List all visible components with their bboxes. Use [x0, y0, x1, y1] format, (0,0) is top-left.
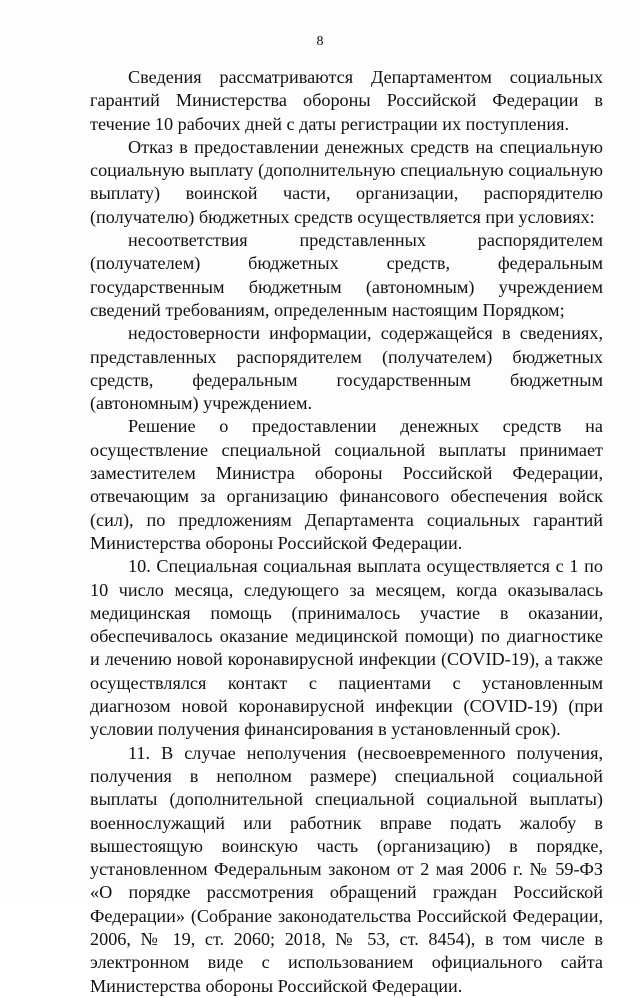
paragraph-item-10-payment-timing: 10. Специальная социальная выплата осуществляется с 1 по 10 число месяца, следующего за месяцем, когда оказывалась медицинская помощь (принималось участие в оказании, обеспечивалось оказание медицинской помощи) по диагностике и лечению новой коронавирусной инфекции (COVID-19), а также осуществлялся контакт с пациентами с установленным диагнозом новой коронавирусной инфекции (COVID-19) (при условии получения финансирования в установленный срок). — [90, 556, 603, 740]
paragraph-condition-inaccuracy: недостоверности информации, содержащейся в сведениях, представленных распорядителем (получателем) бюджетных средств, федеральным государственным бюджетным (автономным) учреждением. — [90, 323, 603, 414]
paragraph-item-11-complaint: 11. В случае неполучения (несвоевременного получения, получения в неполном размере) специальной социальной выплаты (дополнительной специальной социальной выплаты) военнослужащий или работник вправе подать жалобу в вышестоящую воинскую часть (организацию) в порядке, установленном Федеральным законом от 2 мая 2006 г. № 59-ФЗ «О порядке рассмотрения обращений граждан Российской Федерации» (Собрание законодательства Российской Федерации, 2006, № 19, ст. 2060; 2018, № 53, ст. 8454), в том числе в электронном виде с использованием официального сайта Министерства обороны Российской Федерации. — [90, 742, 603, 996]
document-body — [90, 66, 603, 998]
paragraph-funding-decision: Решение о предоставлении денежных средств на осуществление специальной социальной выплаты принимает заместителем Министра обороны Российской Федерации, отвечающим за организацию финансового обеспечения войск (сил), по предложениям Департамента социальных гарантий Министерства обороны Российской Федерации. — [90, 416, 603, 553]
paragraph-condition-nonconformity: несоответствия представленных распорядителем (получателем) бюджетных средств, федеральным государственным бюджетным (автономным) учреждением сведений требованиям, определенным настоящим Порядком; — [90, 230, 603, 320]
paragraph-review-of-information: Сведения рассматриваются Департаментом социальных гарантий Министерства обороны Российской Федерации в течение 10 рабочих дней с даты регистрации их поступления. — [90, 67, 603, 134]
page-number: 8 — [316, 34, 324, 49]
paragraph-refusal-conditions: Отказ в предоставлении денежных средств на специальную социальную выплату (дополнительную специальную социальную выплату) воинской части, организации, распорядителю (получателю) бюджетных средств осуществляется при условиях: — [90, 136, 603, 227]
